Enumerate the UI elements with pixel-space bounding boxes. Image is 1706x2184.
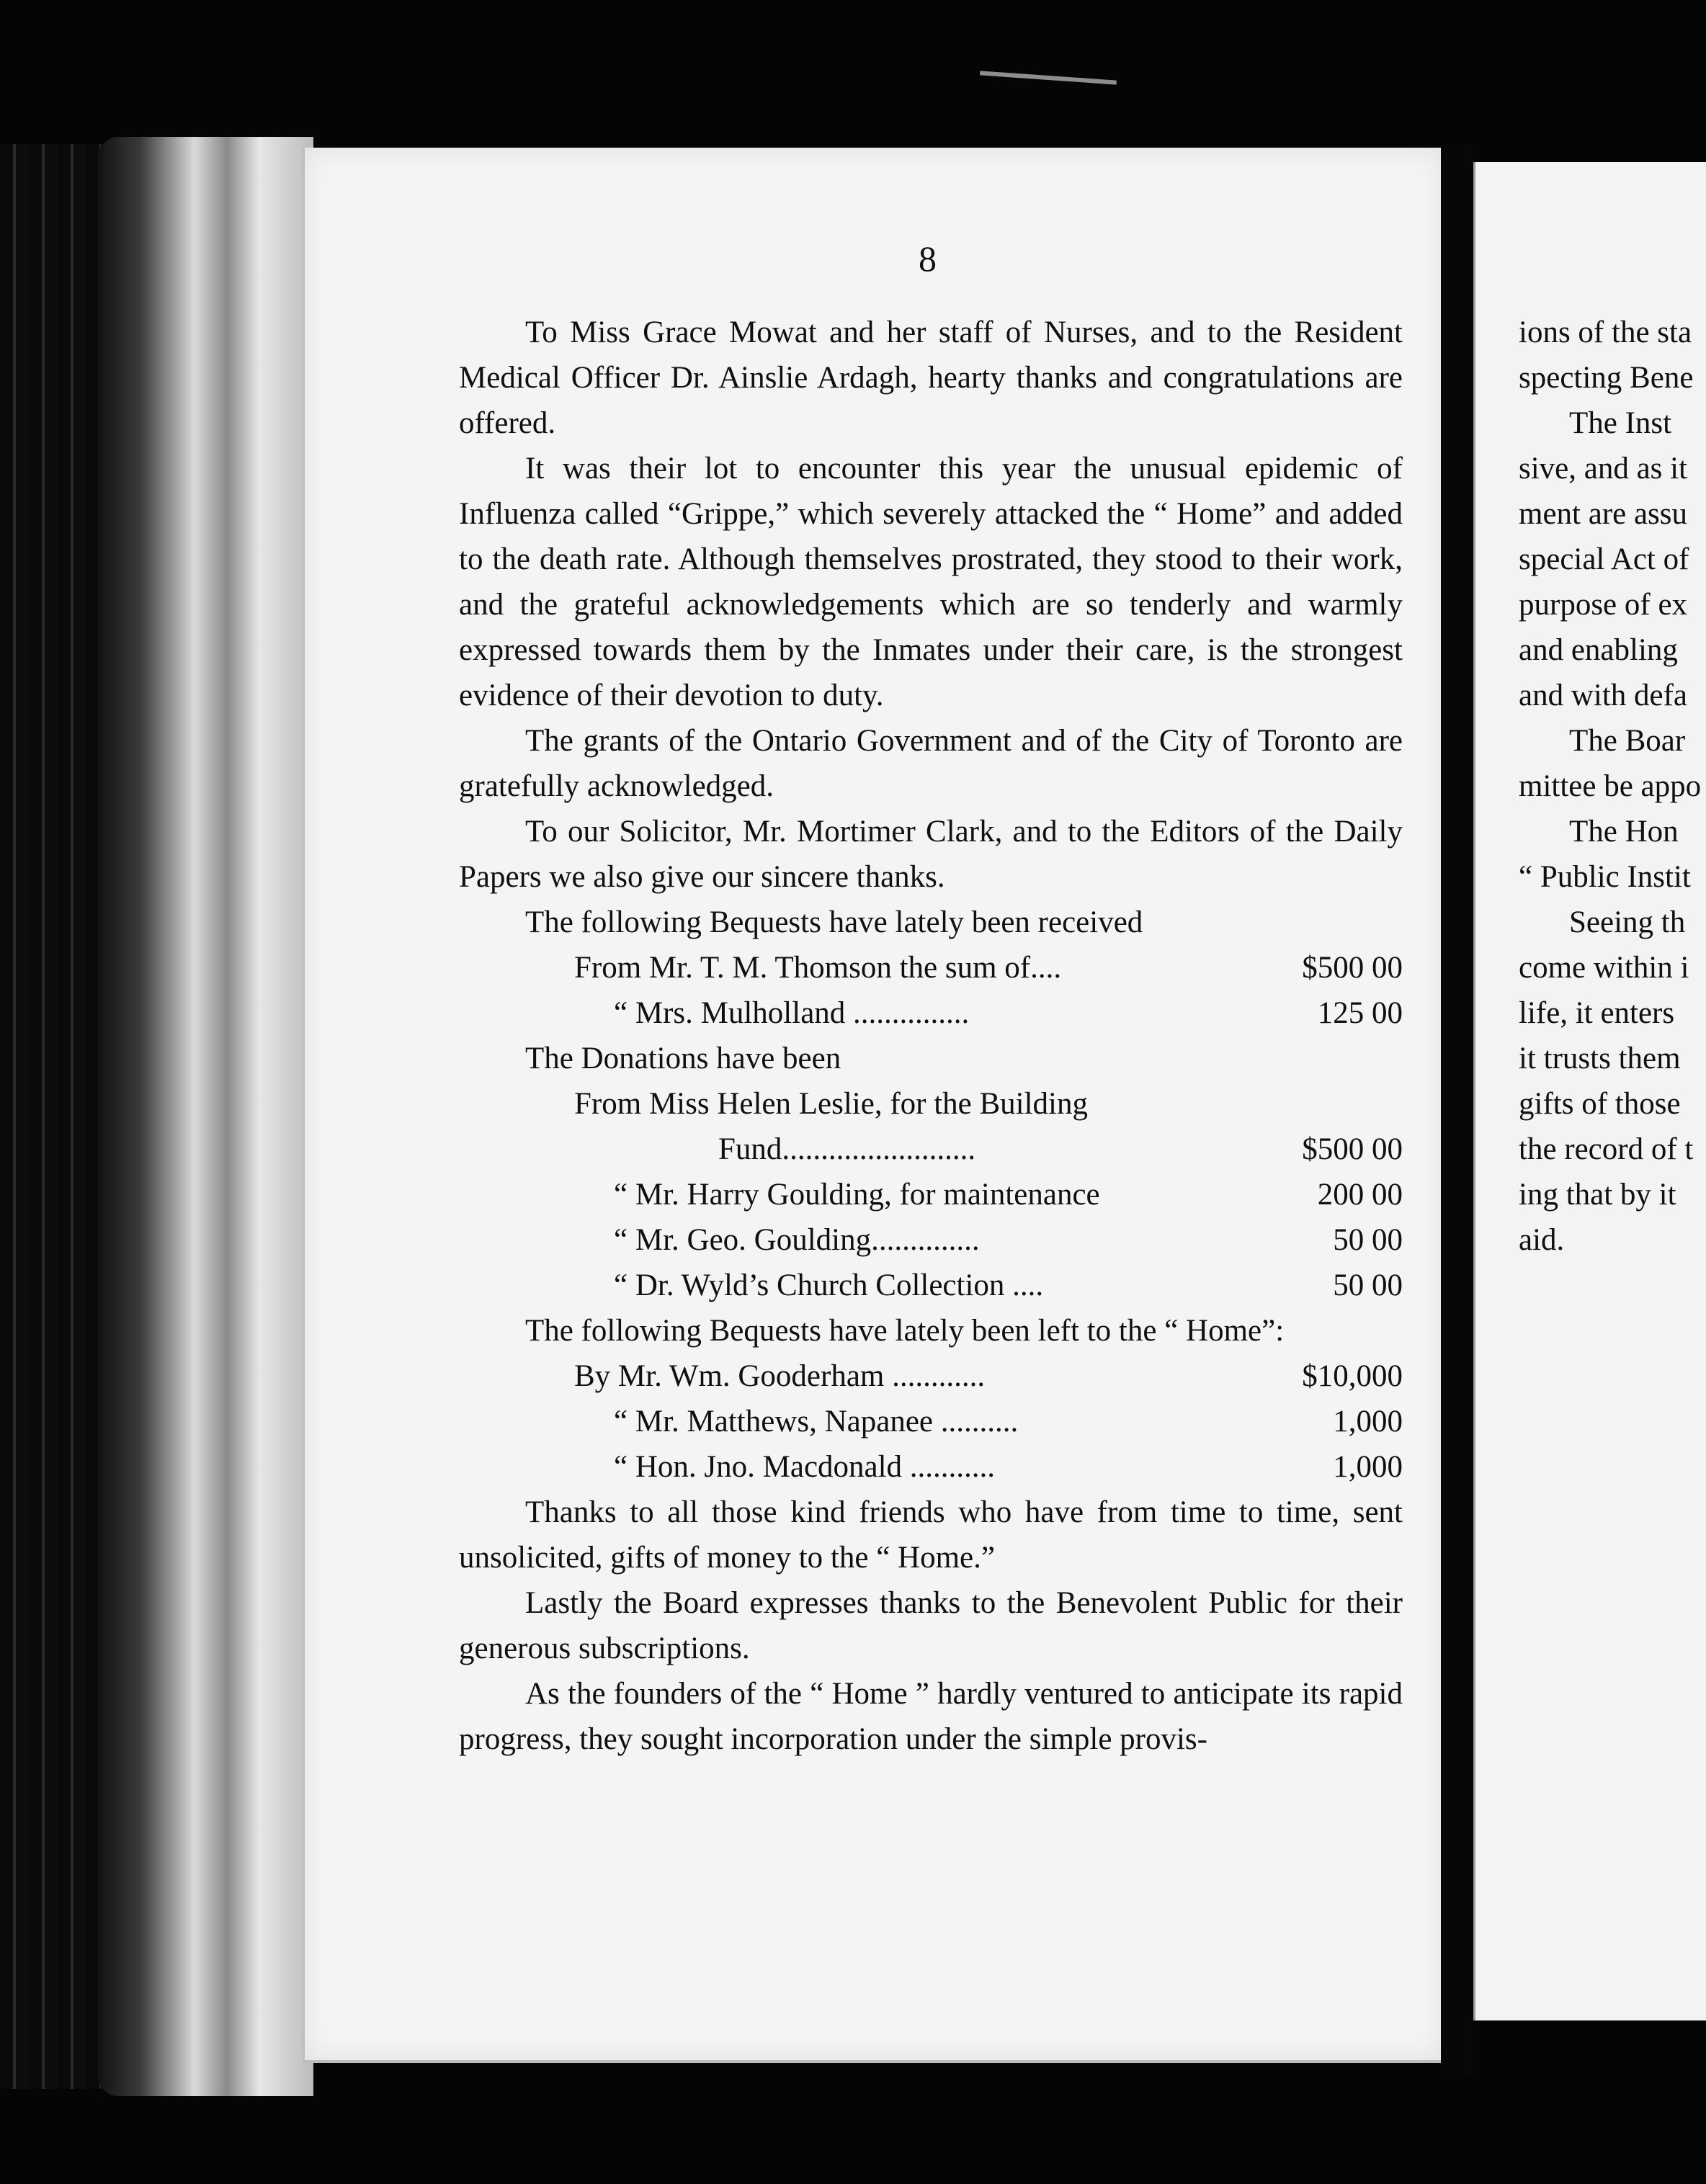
facing-line: The Inst [1569,406,1672,440]
facing-line: sive, and as it [1519,452,1688,485]
book-spine-edge [0,144,101,2089]
facing-line: aid. [1519,1223,1565,1257]
donation-label-cont: Fund......................... [718,1132,976,1166]
page-number: 8 [919,238,937,279]
facing-line: ment are assu [1519,497,1688,531]
donation-amount: $500 00 [1302,1132,1403,1166]
donation-row [459,1127,1403,1172]
bequest-left-row [459,1399,1403,1444]
donation-row [459,1081,1403,1127]
film-scratch [980,71,1117,84]
left-page-text [459,310,1403,1762]
right-page-text [1519,310,1706,1263]
donation-label: “ Dr. Wyld’s Church Collection .... [614,1268,1044,1302]
facing-line: “ Public Instit [1519,860,1691,894]
facing-line: mittee be appo [1519,769,1702,803]
facing-line: The Boar [1569,724,1686,758]
donation-row [459,1172,1403,1217]
paragraph-solicitor: To our Solicitor, Mr. Mortimer Clark, and to the Editors of the Daily Papers we also give our sincere thanks. [459,815,1403,894]
bequest-left-label: By Mr. Wm. Gooderham ............ [574,1359,986,1393]
facing-line: the record of t [1519,1132,1694,1166]
bequest-label: From Mr. T. M. Thomson the sum of.... [574,951,1062,985]
facing-line: and with defa [1519,679,1688,712]
bequest-left-label: “ Mr. Matthews, Napanee .......... [614,1405,1019,1438]
facing-line: The Hon [1569,815,1679,849]
donation-amount: 50 00 [1333,1223,1403,1257]
paragraph-influenza: It was their lot to encounter this year the unusual epidemic of Influenza called “Grippe,” which severely attacked the “ Home” and added to the death rate. Although themselves prostrated, they stood to their work, and the grateful acknowledgements which are so tenderly and warmly expressed towards them by the Inmates under their care, is the strongest evidence of their devotion to duty. [459,452,1403,712]
donation-amount: 200 00 [1317,1178,1403,1212]
bequest-left-label: “ Hon. Jno. Macdonald ........... [614,1450,996,1484]
donation-label: “ Mr. Geo. Goulding.............. [614,1223,980,1257]
facing-line: life, it enters [1519,996,1675,1030]
bequest-left-row [459,1353,1403,1399]
donation-amount: 50 00 [1333,1268,1403,1302]
facing-line: purpose of ex [1519,588,1688,622]
facing-line: ions of the sta [1519,315,1692,349]
paragraph-kind-friends: Thanks to all those kind friends who have from time to time, sent unsolicited, gifts of money to the “ Home.” [459,1495,1403,1575]
bequests-left-heading: The following Bequests have lately been left to the “ Home”: [525,1314,1285,1348]
facing-line: specting Bene [1519,361,1694,395]
facing-line: come within i [1519,951,1689,985]
bequest-received-row [459,945,1403,990]
donation-label: “ Mr. Harry Goulding, for maintenance [614,1178,1100,1212]
bequest-amount: 125 00 [1317,996,1403,1030]
bequest-label: “ Mrs. Mulholland ............... [614,996,970,1030]
bequests-received-heading: The following Bequests have lately been received [525,905,1143,939]
paragraph-founders: As the founders of the “ Home ” hardly ventured to anticipate its rapid progress, they sought incorporation under the simple provis- [459,1677,1403,1756]
bequest-received-row [459,990,1403,1036]
facing-line: ing that by it [1519,1178,1676,1212]
bequest-left-amount: 1,000 [1333,1405,1403,1438]
paragraph-grants: The grants of the Ontario Government and of the City of Toronto are gratefully acknowledged. [459,724,1403,803]
donations-heading: The Donations have been [525,1042,841,1075]
bequest-left-amount: $10,000 [1302,1359,1403,1393]
bequest-left-row [459,1444,1403,1490]
paragraph-benevolent-public: Lastly the Board expresses thanks to the Benevolent Public for their generous subscriptions. [459,1586,1403,1665]
donation-label: From Miss Helen Leslie, for the Building [574,1087,1089,1121]
facing-line: Seeing th [1569,905,1686,939]
book-gutter [1441,144,1473,2075]
facing-line: and enabling [1519,633,1678,667]
facing-line: it trusts them [1519,1042,1681,1075]
facing-line: special Act of [1519,542,1689,576]
bequest-left-amount: 1,000 [1333,1450,1403,1484]
facing-line: gifts of those [1519,1087,1681,1121]
page-stack-edge [97,137,313,2096]
donation-row [459,1263,1403,1308]
bequest-amount: $500 00 [1302,951,1403,985]
paragraph-nurses-thanks: To Miss Grace Mowat and her staff of Nurses, and to the Resident Medical Officer Dr. Ainslie Ardagh, hearty thanks and congratulations are offered. [459,315,1403,440]
donation-row [459,1217,1403,1263]
